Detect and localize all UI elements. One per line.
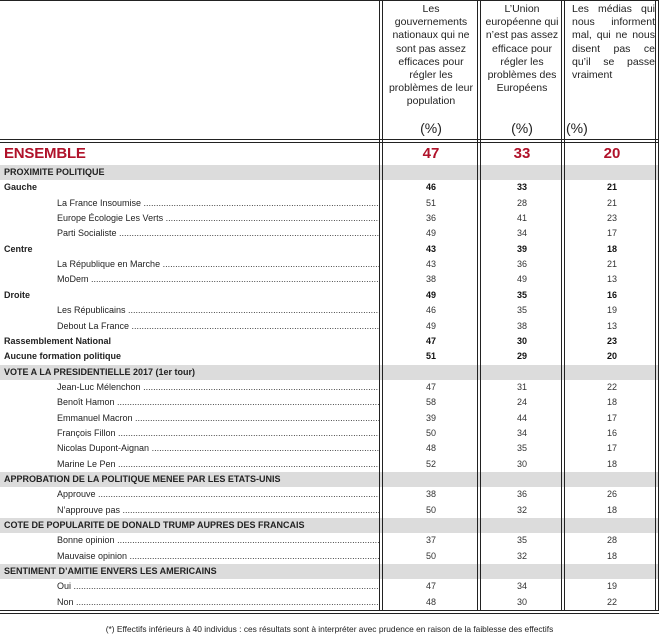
row-value-3: 19 [606,305,617,316]
row-value-1: 37 [425,535,436,546]
row-label: Gauche [4,182,38,193]
row-label: Europe Écologie Les Verts ..... [57,211,379,226]
row-label: Benoît Hamon ..... [57,395,379,410]
row-value-3: 21 [606,197,617,208]
row-value-1: 51 [425,351,436,362]
row-label: Emmanuel Macron ..... [57,411,379,426]
row-value-2: 36 [516,259,527,270]
row-value-1: 38 [425,274,436,285]
row-value-2: 31 [516,381,527,392]
column-header-label: Les gouvernements nationaux qui ne sont pas assez efficaces pour régler les problèmes de leur population [388,3,474,108]
column-header-european-union [482,1,562,141]
row-value-1: 47 [425,335,436,346]
row-label: N’approuve pas ..... [57,503,379,518]
row-value-2: 30 [516,335,527,346]
ensemble-label: ENSEMBLE [4,145,86,162]
row-label: Nicolas Dupont-Aignan ..... [57,441,379,456]
ensemble-value-1: 47 [422,145,440,162]
row-value-3: 17 [606,443,617,454]
row-value-2: 35 [516,443,527,454]
row-value-2: 38 [516,320,527,331]
ensemble-value-3: 20 [603,145,621,162]
row-value-1: 43 [425,243,436,254]
row-value-3: 13 [606,320,617,331]
row-value-2: 49 [516,274,527,285]
row-value-3: 23 [606,335,617,346]
column-header-unit: (%) [511,119,533,136]
row-label: SENTIMENT D’AMITIE ENVERS LES AMERICAINS [4,566,217,577]
row-value-3: 28 [606,535,617,546]
row-value-2: 44 [516,412,527,423]
row-value-1: 48 [425,596,436,607]
row-value-3: 18 [606,243,617,254]
row-value-1: 36 [425,213,436,224]
column-divider [655,0,659,611]
column-divider [561,0,565,611]
row-label: Droite [4,289,31,300]
row-label: Les Républicains ..... [57,303,379,318]
row-value-1: 47 [425,381,436,392]
row-value-1: 49 [425,228,436,239]
row-value-1: 52 [425,458,436,469]
row-value-2: 30 [516,458,527,469]
row-value-1: 43 [425,259,436,270]
row-value-1: 51 [425,197,436,208]
row-value-2: 34 [516,427,527,438]
row-value-3: 17 [606,412,617,423]
row-label: Approuve ..... [57,487,379,502]
row-value-3: 22 [606,596,617,607]
row-value-3: 23 [606,213,617,224]
row-value-1: 38 [425,489,436,500]
row-value-1: 50 [425,550,436,561]
row-label: APPROBATION DE LA POLITIQUE MENEE PAR LES ETATS-UNIS [4,474,281,484]
row-label: Debout La France ..... [57,319,379,334]
row-value-2: 35 [516,289,527,300]
row-label: François Fillon ..... [57,426,379,441]
row-value-3: 16 [606,427,617,438]
row-value-3: 21 [606,259,617,270]
row-label: COTE DE POPULARITE DE DONALD TRUMP AUPRES DES FRANCAIS [4,520,305,531]
row-value-2: 28 [516,197,527,208]
footnote: (*) Effectifs inférieurs à 40 individus : ces résultats sont à interpréter avec prudence en raison de la faiblesse des effectifs [105,624,554,634]
row-value-1: 58 [425,397,436,408]
row-value-2: 36 [516,489,527,500]
row-value-3: 21 [606,182,617,193]
row-label: Parti Socialiste ..... [57,226,379,241]
row-value-1: 50 [425,427,436,438]
column-divider [379,0,383,611]
row-value-2: 34 [516,228,527,239]
row-value-3: 13 [606,274,617,285]
column-header-national-governments [384,1,478,141]
row-value-3: 18 [606,550,617,561]
row-value-2: 35 [516,305,527,316]
row-value-1: 47 [425,581,436,592]
row-label: Aucune formation politique [4,351,121,362]
row-value-3: 26 [606,489,617,500]
column-header-unit: (%) [566,119,588,136]
row-value-2: 32 [516,504,527,515]
row-value-2: 41 [516,213,527,224]
row-label: Centre [4,243,33,254]
ensemble-value-2: 33 [513,145,531,162]
row-value-2: 24 [516,397,527,408]
row-value-3: 20 [606,351,617,362]
row-label: Non ..... [57,595,379,610]
row-value-3: 18 [606,397,617,408]
row-value-1: 48 [425,443,436,454]
row-value-2: 30 [516,596,527,607]
row-label: Rassemblement National [4,335,112,346]
column-header-media [566,1,658,141]
row-label: La République en Marche ..... [57,257,379,272]
row-value-2: 34 [516,581,527,592]
row-value-3: 18 [606,458,617,469]
row-value-3: 18 [606,504,617,515]
row-value-1: 49 [425,320,436,331]
row-value-1: 49 [425,289,436,300]
row-label: Bonne opinion ..... [57,533,379,548]
row-value-2: 29 [516,351,527,362]
row-value-2: 33 [516,182,527,193]
row-label: La France Insoumise ..... [57,196,379,211]
row-label: Mauvaise opinion ..... [57,549,379,564]
row-label: MoDem ..... [57,272,379,287]
column-header-label: L’Union européenne qui n’est pas assez efficace pour régler les problèmes des Européens [485,3,559,95]
row-label: PROXIMITE POLITIQUE [4,167,105,177]
row-label: VOTE A LA PRESIDENTIELLE 2017 (1er tour) [4,366,196,377]
column-header-unit: (%) [420,119,442,136]
column-divider [477,0,481,611]
row-value-3: 16 [606,289,617,300]
row-value-1: 46 [425,305,436,316]
row-value-1: 50 [425,504,436,515]
row-label: Marine Le Pen ..... [57,457,379,472]
row-value-1: 46 [425,182,436,193]
row-value-2: 32 [516,550,527,561]
row-label: Jean-Luc Mélenchon ..... [57,380,379,395]
row-label: Oui ..... [57,579,379,594]
row-value-3: 19 [606,581,617,592]
row-value-2: 39 [516,243,527,254]
column-header-label: Les médias qui nous informent mal, qui ne nous disent pas ce qu’il se passe vraiment [572,3,655,82]
row-value-3: 22 [606,381,617,392]
row-value-1: 39 [425,412,436,423]
row-value-2: 35 [516,535,527,546]
row-value-3: 17 [606,228,617,239]
